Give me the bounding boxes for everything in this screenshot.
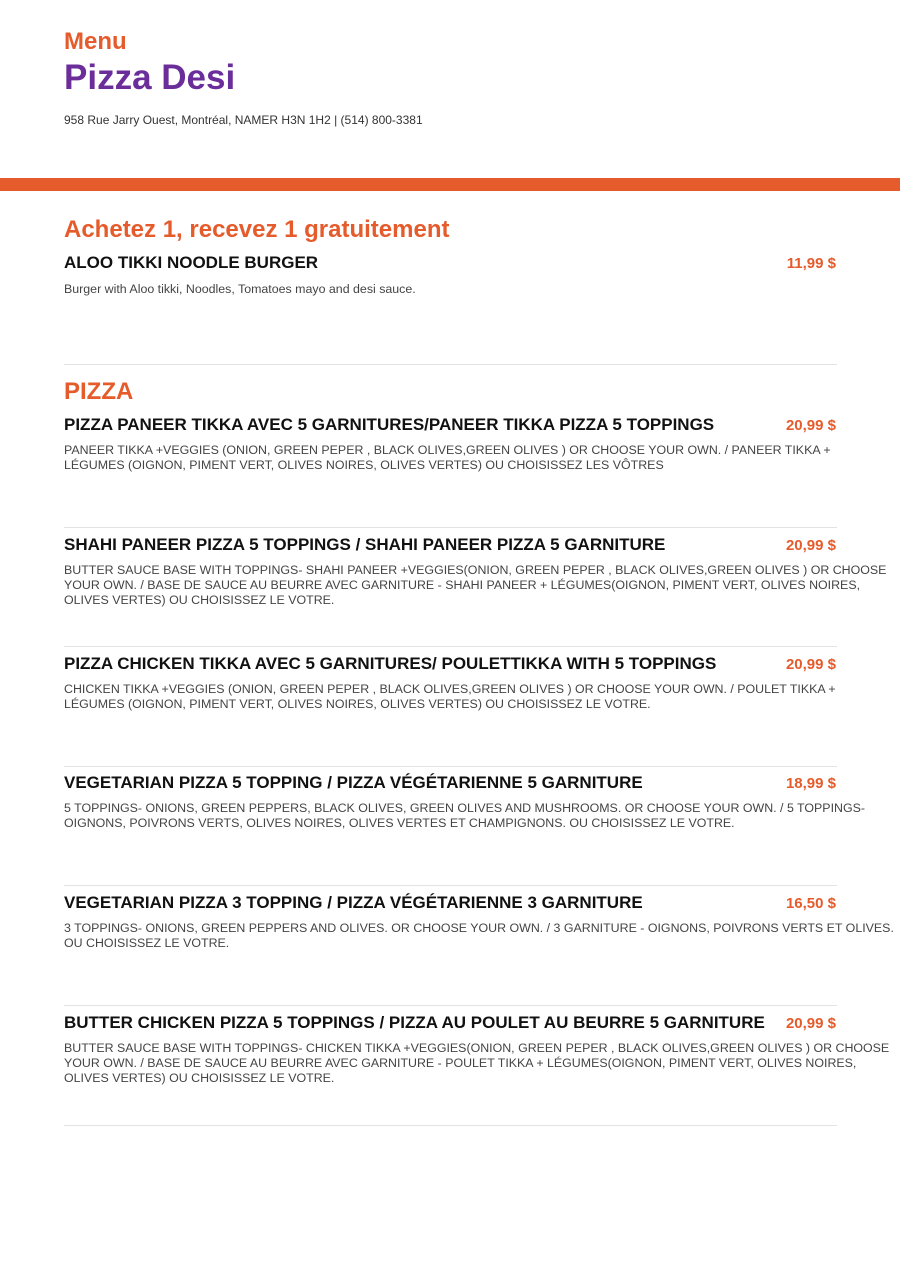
- item-price: 20,99 $: [785, 417, 836, 434]
- menu-header: [64, 28, 864, 128]
- restaurant-name: Pizza Desi: [64, 58, 236, 97]
- item-price: 20,99 $: [785, 1015, 836, 1032]
- section-divider: [64, 1125, 837, 1126]
- item-price: 20,99 $: [785, 537, 836, 554]
- item-description: PANEER TIKKA +VEGGIES (ONION, GREEN PEPER , BLACK OLIVES,GREEN OLIVES ) OR CHOOSE YOUR OWN. / PANEER TIKKA + LÉGUMES (OIGNON, PIMENT VERT, OLIVES NOIRES, OLIVES VERTES) OU CHOISISSEZ LES VÔTRES: [64, 443, 831, 472]
- item-name: VEGETARIAN PIZZA 5 TOPPING / PIZZA VÉGÉTARIENNE 5 GARNITURE: [64, 773, 643, 792]
- item-price: 16,50 $: [785, 895, 836, 912]
- item-name: PIZZA PANEER TIKKA AVEC 5 GARNITURES/PANEER TIKKA PIZZA 5 TOPPINGS: [64, 415, 715, 434]
- menu-label: Menu: [64, 28, 127, 55]
- section-divider: [64, 364, 837, 365]
- item-divider: [64, 885, 837, 886]
- item-description: Burger with Aloo tikki, Noodles, Tomatoes mayo and desi sauce.: [64, 282, 416, 296]
- item-divider: [64, 646, 837, 647]
- item-divider: [64, 527, 837, 528]
- section-title-promo: Achetez 1, recevez 1 gratuitement: [64, 216, 450, 243]
- item-name: SHAHI PANEER PIZZA 5 TOPPINGS / SHAHI PANEER PIZZA 5 GARNITURE: [64, 535, 666, 554]
- item-price: 20,99 $: [785, 656, 836, 673]
- item-description: BUTTER SAUCE BASE WITH TOPPINGS- SHAHI PANEER +VEGGIES(ONION, GREEN PEPER , BLACK OLIVES,GREEN OLIVES ) OR CHOOSE YOUR OWN. / BASE DE SAUCE AU BEURRE AVEC GARNITURE - SHAHI PANEER + LÉGUMES(OIGNON, PIMENT VERT, OLIVES NOIRES, OLIVES VERTES) OU CHOISISSEZ LE VOTRE.: [64, 563, 887, 607]
- item-description: BUTTER SAUCE BASE WITH TOPPINGS- CHICKEN TIKKA +VEGGIES(ONION, GREEN PEPER , BLACK OLIVES,GREEN OLIVES ) OR CHOOSE YOUR OWN. / BASE DE SAUCE AU BEURRE AVEC GARNITURE - POULET TIKKA + LÉGUMES(OIGNON, PIMENT VERT, OLIVES NOIRES, OLIVES VERTES) OU CHOISISSEZ LE VOTRE.: [64, 1041, 890, 1085]
- item-name: BUTTER CHICKEN PIZZA 5 TOPPINGS / PIZZA AU POULET AU BEURRE 5 GARNITURE: [64, 1013, 765, 1032]
- section-title-pizza: PIZZA: [64, 378, 134, 405]
- restaurant-address: 958 Rue Jarry Ouest, Montréal, NAMER H3N 1H2 | (514) 800-3381: [64, 113, 423, 127]
- item-name: VEGETARIAN PIZZA 3 TOPPING / PIZZA VÉGÉTARIENNE 3 GARNITURE: [64, 893, 643, 912]
- item-divider: [64, 1005, 837, 1006]
- item-price: 11,99 $: [786, 255, 836, 272]
- item-divider: [64, 766, 837, 767]
- item-name: PIZZA CHICKEN TIKKA AVEC 5 GARNITURES/ POULETTIKKA WITH 5 TOPPINGS: [64, 654, 717, 673]
- item-price: 18,99 $: [785, 775, 836, 792]
- item-description: 3 TOPPINGS- ONIONS, GREEN PEPPERS AND OLIVES. OR CHOOSE YOUR OWN. / 3 GARNITURE - OIGNONS, POIVRONS VERTS ET OLIVES. OU CHOISISSEZ LE VOTRE.: [64, 921, 894, 950]
- item-description: 5 TOPPINGS- ONIONS, GREEN PEPPERS, BLACK OLIVES, GREEN OLIVES AND MUSHROOMS. OR CHOOSE YOUR OWN. / 5 TOPPINGS- OIGNONS, POIVRONS VERTS, OLIVES NOIRES, OLIVES VERTES ET CHAMPIGNONS. OU CHOISISSEZ LE VOTRE.: [64, 801, 865, 830]
- item-name: ALOO TIKKI NOODLE BURGER: [64, 253, 319, 272]
- item-description: CHICKEN TIKKA +VEGGIES (ONION, GREEN PEPER , BLACK OLIVES,GREEN OLIVES ) OR CHOOSE YOUR OWN. / POULET TIKKA + LÉGUMES (OIGNON, PIMENT VERT, OLIVES NOIRES, OLIVES VERTES) OU CHOISISSEZ LE VOTRE.: [64, 682, 836, 711]
- header-divider-bar: [0, 178, 900, 191]
